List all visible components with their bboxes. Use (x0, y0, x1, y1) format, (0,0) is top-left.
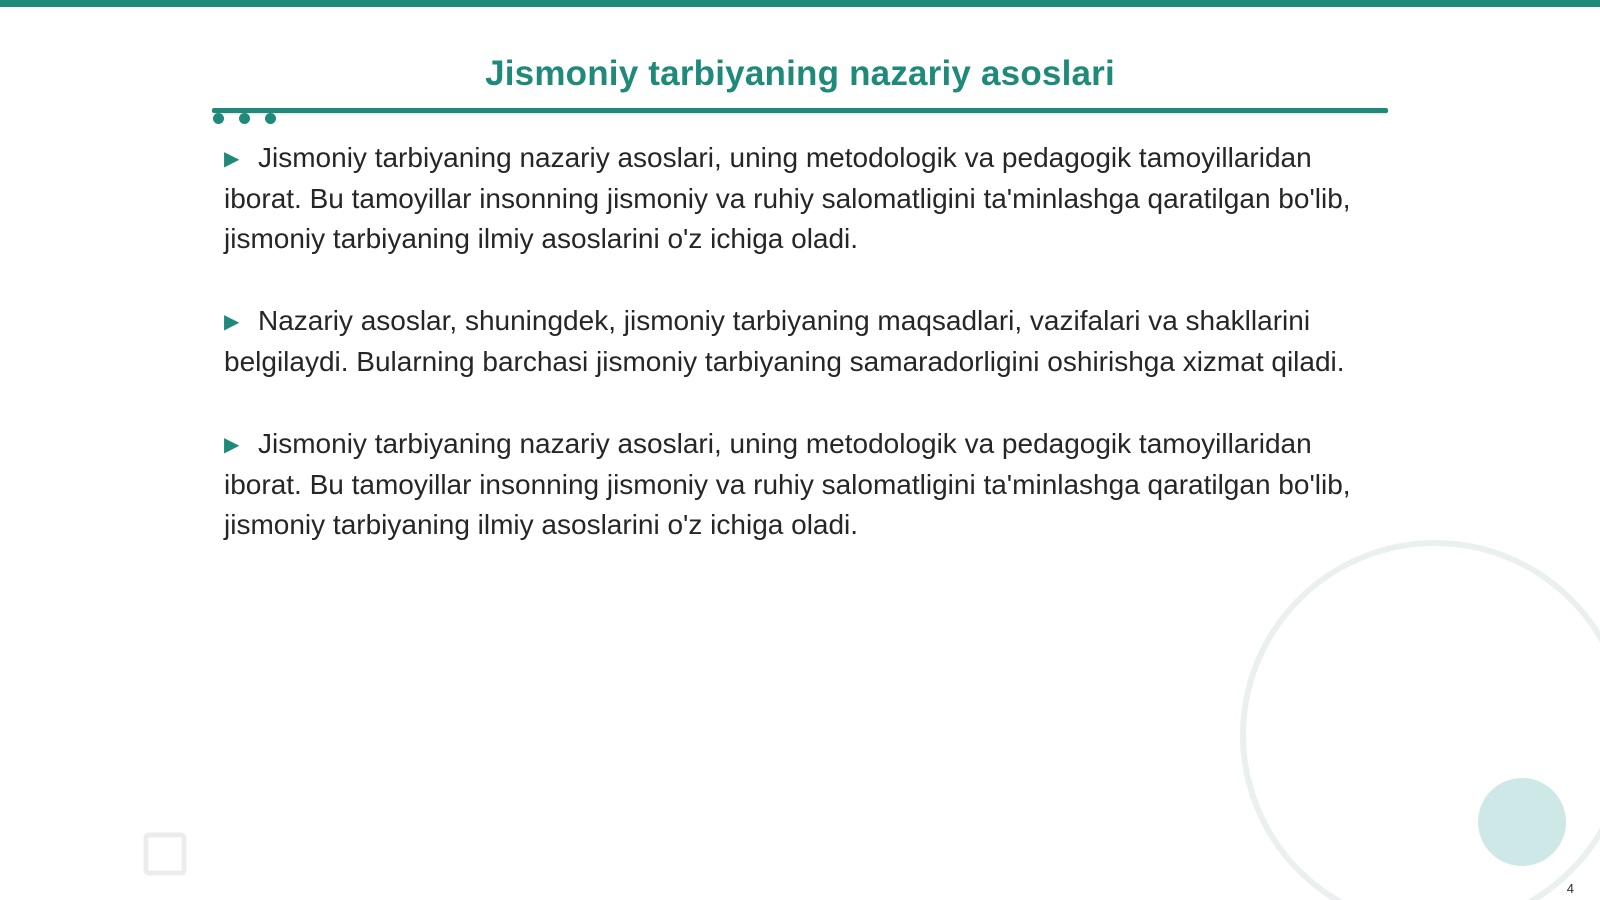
bullet-item-3 (224, 424, 1354, 545)
filled-circle-decoration (1478, 778, 1566, 866)
bullet-text-2: Nazariy asoslar, shuningdek, jismoniy tarbiyaning maqsadlari, vazifalari va shakllarini belgilaydi. Bularning barchasi jismoniy tarbiyaning samaradorligini oshirishga xizmat qiladi. (224, 305, 1345, 377)
play-triangle-icon: ▶ (224, 311, 240, 333)
bullet-item-1 (224, 138, 1354, 259)
play-triangle-icon: ▶ (224, 148, 240, 170)
bullet-text-1: Jismoniy tarbiyaning nazariy asoslari, uning metodologik va pedagogik tamoyillaridan iborat. Bu tamoyillar insonning jismoniy va ruhiy salomatligini ta'minlashga qaratilgan bo'lib, jismoniy tarbiyaning ilmiy asoslarini o'z ichiga oladi. (224, 142, 1351, 254)
title-underline (212, 108, 1388, 113)
bullet-text-3: Jismoniy tarbiyaning nazariy asoslari, uning metodologik va pedagogik tamoyillaridan iborat. Bu tamoyillar insonning jismoniy va ruhiy salomatligini ta'minlashga qaratilgan bo'lib, jismoniy tarbiyaning ilmiy asoslarini o'z ichiga oladi. (224, 428, 1351, 540)
bullet-list (224, 138, 1354, 587)
underline-dot-3 (265, 113, 276, 124)
underline-dot-1 (213, 113, 224, 124)
bullet-item-2 (224, 301, 1354, 382)
play-triangle-icon: ▶ (224, 434, 240, 456)
page-number: 4 (1566, 881, 1574, 896)
underline-dot-2 (239, 113, 250, 124)
square-outline-decoration (146, 835, 184, 873)
slide-title: Jismoniy tarbiyaning nazariy asoslari (485, 54, 1115, 93)
